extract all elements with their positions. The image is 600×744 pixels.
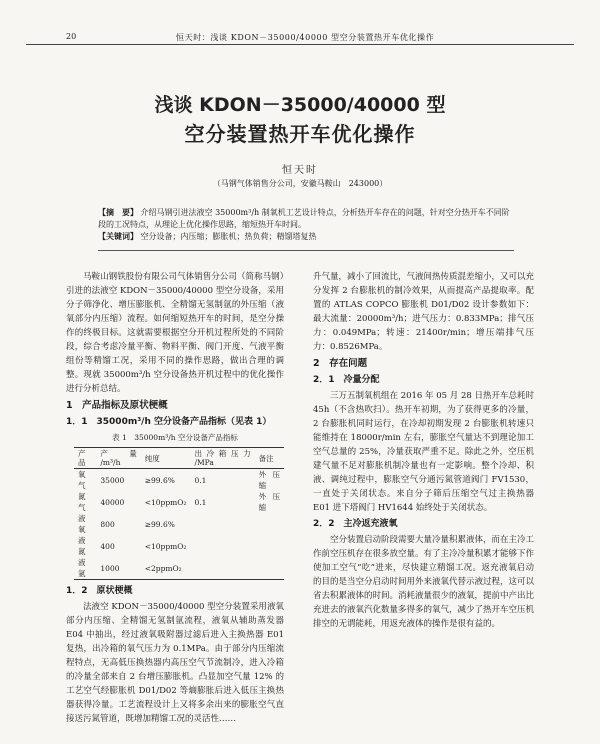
running-header [26, 30, 574, 45]
abstract-label: 【摘 要】 [98, 208, 138, 217]
table-cell: 35000 [100, 475, 125, 485]
table-header-cell: 出冷箱压力 /MPa [190, 448, 254, 469]
table-cell: 0.1 [194, 497, 207, 507]
table-cell: <2ppmO₂ [141, 557, 191, 580]
table-header-cell: 备注 [255, 448, 284, 469]
table-header-cell: 产品 [74, 448, 96, 469]
table-header-row [74, 448, 284, 469]
abstract-text: 介绍马钢引进法液空 35000m³/h 制氧机工艺设计特点，分析热开车存在的问题，针对空分热开车不同阶段的工况特点，从理论上优化操作思路，缩短热开车时间。 [98, 208, 510, 229]
section-heading-2: 2 存在问题 [313, 358, 368, 369]
table-cell: 400 [100, 541, 115, 551]
paragraph-2-2: 空分装置启动阶段需要大量冷量积累液体，而在主冷工作前空压机存在很多放空量。有了主冷冷量积累才能够下作使加工空气“吃”进来，尽快建立精馏工况。返充液氧启动的目的是当空分启动时间用外来液氧代替示液过程，这可以省去积累液体的时间。消耗液量很少的液氧，提前中产出比充进去的液氧汽化数量多得多的氧气，减少了热开车空压机排空的无谓能耗，用返充液体的操作是很有益的。 [313, 535, 535, 629]
table-cell: 外压缩 [258, 470, 280, 490]
abstract-block [98, 207, 514, 243]
paragraph-2-1: 三万五制氧机组在 2016 年 05 月 28 日热开车总耗时 45h（不含热吹扫）。热开车初期，为了获得更多的冷量，2 台膨胀机同时运行，在冷却初期发现 2 台膨胀机转速只能维持在 18000r/min 左右，膨胀空气量达不到理论加工空气总量的 25%，冷量获取严重不足。除此之外，空压机建气量不足对膨胀机制冷量也有一定影响。整个冷却、积液、调纯过程中，膨胀空气分通污氮管道阀门 FV1530，一直处于关闭状态。来自分子筛后压缩空气过主换热器 E01 进下塔阀门 HV1644 始终处于关闭状态。 [313, 391, 534, 513]
subsection-heading-2-2: 2．2 主冷返充液氧 [313, 519, 398, 529]
right-column [313, 270, 534, 631]
subsection-heading-1-2: 1．2 原状梗概 [66, 586, 133, 596]
paper-title-line1: 浅谈 KDON－35000/40000 型 [154, 94, 446, 116]
keywords-text: 空分设备；内压缩；膨胀机；热负荷；精馏塔复热 [140, 232, 317, 241]
table-cell: 氧气 [78, 470, 86, 490]
abstract-rule [98, 250, 514, 251]
intro-paragraph: 马鞍山钢铁股份有限公司气体销售分公司（简称马钢）引进的法液空 KDON－35000/40000 型空分设备，采用分子筛净化、增压膨胀机、全精馏无氢制氩的外压缩（液氧部分内压缩）流程。如何缩短热开车的时间，是空分操作的终极目标。这就需要根据空分开机过程所处的不同阶段，综合考虑冷量平衡、物料平衡、阀门开度、气液平衡组份等精馏工况，采用不同的操作思路，做出合理的调整。现就 35000m³/h 空分设备热开机过程中的优化操作进行分析总结。 [66, 272, 284, 394]
table-cell: 液氩 [74, 557, 96, 580]
table-cell [190, 535, 254, 557]
paper-title-line2: 空分装置热开车优化操作 [184, 122, 416, 146]
table-cell: 0.1 [194, 475, 207, 485]
author: 恒天时 [282, 165, 318, 176]
table-row [74, 535, 284, 557]
table-cell [190, 513, 254, 535]
paragraph-continued: 升气量，减小了回流比，气液间热传质混差缩小，又可以充分发挥 2 台膨胀机的制冷效果，从而提高产品提取率。配置的 ATLAS COPCO 膨胀机 D01/D02 设计参数如下：最大流量：20000m³/h；进气压力：0.833MPa；排气压力：0.049MPa；转速：21400r/min；增压端排气压力：0.8526MPa。 [313, 272, 535, 352]
table-cell [190, 557, 254, 580]
subsection-heading-1-1: 1．1 35000m³/h 空分设备产品指标（见表 1） [66, 417, 272, 427]
table-cell: ≥99.6% [144, 519, 175, 529]
table-row [74, 557, 284, 580]
paragraph-1-2: 法液空 KDON－35000/40000 型空分装置采用液氧部分内压缩、全精馏无氢制氩流程，液氧从辅助蒸发器 E04 中抽出，经过液氧吸附器过滤后进入主换热器 E01 复热，出冷箱的氧气压力为 0.1MPa。由于部分内压缩流程特点，无高低压换热器内高压空气节流制冷，进入冷箱的冷量全部来自 2 台增压膨胀机。凸显加空气量 12% 的工艺空气经膨胀机 D01/D02 等熵膨胀后进入低压主换热器获得冷量。工艺流程设计上又将多余出来的膨胀空气直接送污氮管道，既增加精馏工况的灵活性…… [66, 602, 284, 724]
table-cell [255, 513, 284, 535]
table-cell: <10ppmO₂ [144, 497, 187, 507]
page-number: 20 [66, 32, 77, 41]
table-header-cell: 纯度 [141, 448, 191, 469]
table-row [74, 469, 284, 492]
product-spec-table [74, 447, 284, 580]
table-cell: 液氮 [78, 536, 86, 556]
table-cell: <10ppmO₂ [144, 541, 187, 551]
section-heading-1: 1 产品指标及原状梗概 [66, 400, 168, 411]
table-cell: 外压缩 [258, 492, 280, 512]
table-row [74, 491, 284, 513]
table-header-cell: 产量 /m³/h [96, 448, 140, 469]
keywords-label: 【关键词】 [98, 232, 138, 241]
keywords [98, 231, 514, 243]
table-cell: 800 [100, 519, 115, 529]
running-title: 恒天时：浅谈 KDON－35000/40000 型空分装置热开车优化操作 [176, 33, 435, 42]
table-cell [255, 535, 284, 557]
table-cell: 1000 [96, 557, 140, 580]
table-cell: ≥99.6% [144, 475, 175, 485]
table-cell [255, 557, 284, 580]
abstract [98, 207, 514, 231]
table-cell: 液氧 [78, 514, 86, 534]
affiliation: （马钢气体销售分公司，安徽马鞍山 243000） [212, 179, 388, 188]
table-cell: 氮气 [78, 492, 86, 512]
table-row [74, 513, 284, 535]
left-column [66, 270, 284, 726]
table-caption: 表 1 35000m³/h 空分设备产品指标 [112, 433, 238, 442]
subsection-heading-2-1: 2．1 冷量分配 [313, 375, 380, 385]
table-cell: 40000 [100, 497, 125, 507]
